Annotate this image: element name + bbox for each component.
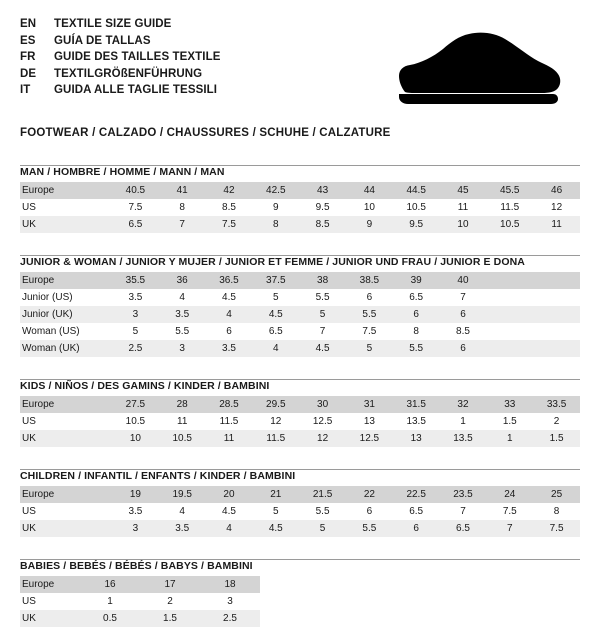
- size-cell: 0.5: [80, 610, 140, 627]
- section-title: JUNIOR & WOMAN / JUNIOR Y MUJER / JUNIOR ET FEMME / JUNIOR UND FRAU / JUNIOR E DONA: [20, 256, 525, 268]
- size-cell: 2.5: [200, 610, 260, 627]
- size-cell: 2: [533, 413, 580, 430]
- language-code: ES: [20, 34, 36, 47]
- language-code: FR: [20, 51, 36, 64]
- table-row: [20, 593, 260, 610]
- table-row: [20, 272, 580, 289]
- row-label: UK: [20, 430, 112, 447]
- size-cell: 5.5: [299, 289, 346, 306]
- size-cell: 6: [346, 503, 393, 520]
- size-cell: 40: [440, 272, 487, 289]
- size-section-babies: [20, 559, 580, 627]
- size-cell: [486, 289, 533, 306]
- size-cell: 45.5: [486, 182, 533, 199]
- size-cell: 6: [440, 340, 487, 357]
- size-cell: 22: [346, 486, 393, 503]
- language-guide-title: GUÍA DE TALLAS: [54, 34, 151, 47]
- row-label: Woman (US): [20, 323, 112, 340]
- size-cell: 7.5: [112, 199, 159, 216]
- table-row: [20, 520, 580, 537]
- size-cell: 8: [159, 199, 206, 216]
- size-cell: 38.5: [346, 272, 393, 289]
- size-cell: 31.5: [393, 396, 440, 413]
- size-cell: 33.5: [533, 396, 580, 413]
- size-cell: 5.5: [299, 503, 346, 520]
- size-cell: 3: [112, 306, 159, 323]
- language-row: [20, 33, 221, 50]
- size-table: [20, 486, 580, 537]
- dress-shoe-silhouette-icon: [377, 30, 562, 113]
- row-label: Europe: [20, 486, 112, 503]
- size-cell: 12: [252, 413, 299, 430]
- size-cell: 28.5: [206, 396, 253, 413]
- size-cell: 22.5: [393, 486, 440, 503]
- size-cell: 13.5: [440, 430, 487, 447]
- table-row: [20, 576, 260, 593]
- size-cell: 1: [440, 413, 487, 430]
- size-section-junior-woman: [20, 255, 580, 357]
- size-cell: 1: [80, 593, 140, 610]
- language-guide-title: GUIDA ALLE TAGLIE TESSILI: [54, 84, 218, 97]
- size-cell: [486, 323, 533, 340]
- size-cell: 4.5: [206, 289, 253, 306]
- size-cell: 11: [533, 216, 580, 233]
- size-cell: 24: [486, 486, 533, 503]
- size-cell: 11: [206, 430, 253, 447]
- row-label: UK: [20, 216, 112, 233]
- size-cell: 1.5: [486, 413, 533, 430]
- size-cell: 30: [299, 396, 346, 413]
- language-code: DE: [20, 67, 37, 80]
- size-cell: 44: [346, 182, 393, 199]
- size-cell: [533, 289, 580, 306]
- size-table: [20, 396, 580, 447]
- table-row: [20, 340, 580, 357]
- row-label: US: [20, 199, 112, 216]
- size-cell: 11.5: [206, 413, 253, 430]
- table-row: [20, 430, 580, 447]
- size-table: [20, 576, 260, 627]
- size-cell: 9.5: [299, 199, 346, 216]
- size-cell: 19: [112, 486, 159, 503]
- table-row: [20, 396, 580, 413]
- size-cell: 4.5: [252, 520, 299, 537]
- size-cell: 7: [299, 323, 346, 340]
- table-row: [20, 306, 580, 323]
- size-cell: 6: [440, 306, 487, 323]
- size-cell: 7: [440, 503, 487, 520]
- size-cell: 6: [346, 289, 393, 306]
- size-cell: 10.5: [159, 430, 206, 447]
- size-cell: 3.5: [112, 289, 159, 306]
- row-label: US: [20, 503, 112, 520]
- size-table: [20, 272, 580, 357]
- size-cell: 3: [159, 340, 206, 357]
- size-cell: 9: [252, 199, 299, 216]
- language-title-list: [20, 16, 221, 99]
- section-title: CHILDREN / INFANTIL / ENFANTS / KINDER / BAMBINI: [20, 470, 296, 482]
- size-cell: 46: [533, 182, 580, 199]
- size-tables: [20, 165, 580, 627]
- row-label: Europe: [20, 396, 112, 413]
- size-table: [20, 182, 580, 233]
- row-label: US: [20, 413, 112, 430]
- size-cell: [486, 306, 533, 323]
- section-title: MAN / HOMBRE / HOMME / MANN / MAN: [20, 166, 225, 178]
- size-cell: 5: [112, 323, 159, 340]
- size-cell: 7.5: [346, 323, 393, 340]
- size-cell: 1.5: [140, 610, 200, 627]
- size-cell: 4.5: [299, 340, 346, 357]
- size-cell: 12.5: [346, 430, 393, 447]
- size-cell: 10: [346, 199, 393, 216]
- size-cell: 7: [486, 520, 533, 537]
- size-cell: 21: [252, 486, 299, 503]
- size-cell: 8: [252, 216, 299, 233]
- size-cell: 3.5: [112, 503, 159, 520]
- size-cell: 20: [206, 486, 253, 503]
- size-cell: 4: [159, 503, 206, 520]
- size-cell: 5.5: [159, 323, 206, 340]
- table-row: [20, 413, 580, 430]
- language-code: IT: [20, 84, 31, 97]
- table-row: [20, 289, 580, 306]
- size-cell: 7.5: [486, 503, 533, 520]
- size-cell: 6.5: [112, 216, 159, 233]
- size-cell: 31: [346, 396, 393, 413]
- size-cell: 4: [206, 306, 253, 323]
- language-guide-title: TEXTILE SIZE GUIDE: [54, 18, 172, 30]
- size-cell: [533, 272, 580, 289]
- size-cell: 6.5: [393, 503, 440, 520]
- table-row: [20, 610, 260, 627]
- size-cell: 36: [159, 272, 206, 289]
- row-label: Europe: [20, 272, 112, 289]
- size-cell: [486, 340, 533, 357]
- size-cell: 12.5: [299, 413, 346, 430]
- size-cell: 13: [346, 413, 393, 430]
- size-cell: 45: [440, 182, 487, 199]
- size-cell: 11: [159, 413, 206, 430]
- language-row: [20, 66, 221, 83]
- size-cell: 25: [533, 486, 580, 503]
- row-label: UK: [20, 520, 112, 537]
- size-cell: 5.5: [393, 340, 440, 357]
- category-title: FOOTWEAR / CALZADO / CHAUSSURES / SCHUHE / CALZATURE: [20, 127, 391, 139]
- size-cell: 8: [533, 503, 580, 520]
- size-cell: 5: [299, 520, 346, 537]
- size-cell: 1.5: [533, 430, 580, 447]
- size-cell: 27.5: [112, 396, 159, 413]
- size-cell: 8.5: [440, 323, 487, 340]
- size-cell: 4: [206, 520, 253, 537]
- size-cell: 42.5: [252, 182, 299, 199]
- section-title: BABIES / BEBÉS / BÉBÉS / BABYS / BAMBINI: [20, 560, 253, 572]
- size-cell: 11.5: [486, 199, 533, 216]
- section-title: KIDS / NIÑOS / DES GAMINS / KINDER / BAMBINI: [20, 380, 270, 392]
- size-cell: 10.5: [112, 413, 159, 430]
- size-cell: 36.5: [206, 272, 253, 289]
- row-label: US: [20, 593, 80, 610]
- row-label: Junior (US): [20, 289, 112, 306]
- size-cell: 19.5: [159, 486, 206, 503]
- row-label: Junior (UK): [20, 306, 112, 323]
- size-cell: 18: [200, 576, 260, 593]
- size-cell: 5: [252, 289, 299, 306]
- language-guide-title: TEXTILGRÖßENFÜHRUNG: [54, 67, 203, 80]
- size-cell: 6.5: [440, 520, 487, 537]
- size-cell: 13.5: [393, 413, 440, 430]
- size-cell: 32: [440, 396, 487, 413]
- language-code: EN: [20, 18, 37, 30]
- size-cell: 4: [252, 340, 299, 357]
- size-cell: 3.5: [159, 520, 206, 537]
- size-cell: 3: [112, 520, 159, 537]
- size-cell: 3.5: [206, 340, 253, 357]
- size-cell: 10: [440, 216, 487, 233]
- size-section-man: [20, 165, 580, 233]
- size-cell: 5: [299, 306, 346, 323]
- size-cell: 11: [440, 199, 487, 216]
- size-cell: 3: [200, 593, 260, 610]
- size-cell: 6.5: [393, 289, 440, 306]
- size-cell: 29.5: [252, 396, 299, 413]
- table-row: [20, 503, 580, 520]
- size-cell: 7.5: [206, 216, 253, 233]
- size-cell: 12: [533, 199, 580, 216]
- size-cell: 10: [112, 430, 159, 447]
- document-header: [20, 16, 580, 113]
- size-cell: 12: [299, 430, 346, 447]
- size-cell: 41: [159, 182, 206, 199]
- size-cell: 6.5: [252, 323, 299, 340]
- size-cell: 9.5: [393, 216, 440, 233]
- size-cell: 10.5: [393, 199, 440, 216]
- size-cell: [533, 306, 580, 323]
- row-label: UK: [20, 610, 80, 627]
- size-cell: 5.5: [346, 520, 393, 537]
- language-row: [20, 49, 221, 66]
- row-label: Woman (UK): [20, 340, 112, 357]
- size-cell: 8.5: [206, 199, 253, 216]
- size-cell: 44.5: [393, 182, 440, 199]
- size-cell: 6: [206, 323, 253, 340]
- table-row: [20, 199, 580, 216]
- size-cell: 40.5: [112, 182, 159, 199]
- size-cell: 13: [393, 430, 440, 447]
- size-cell: 23.5: [440, 486, 487, 503]
- size-cell: 43: [299, 182, 346, 199]
- size-cell: 35.5: [112, 272, 159, 289]
- size-section-children: [20, 469, 580, 537]
- size-cell: 11.5: [252, 430, 299, 447]
- size-cell: [533, 323, 580, 340]
- size-section-kids: [20, 379, 580, 447]
- size-cell: 2.5: [112, 340, 159, 357]
- size-cell: 37.5: [252, 272, 299, 289]
- size-cell: 6: [393, 520, 440, 537]
- size-cell: 16: [80, 576, 140, 593]
- row-label: Europe: [20, 182, 112, 199]
- size-cell: 17: [140, 576, 200, 593]
- size-cell: 39: [393, 272, 440, 289]
- size-cell: 8: [393, 323, 440, 340]
- size-cell: 10.5: [486, 216, 533, 233]
- size-cell: 21.5: [299, 486, 346, 503]
- size-cell: 9: [346, 216, 393, 233]
- size-cell: 7: [440, 289, 487, 306]
- size-cell: 6: [393, 306, 440, 323]
- size-cell: 5: [346, 340, 393, 357]
- size-cell: 8.5: [299, 216, 346, 233]
- size-cell: 38: [299, 272, 346, 289]
- size-cell: 33: [486, 396, 533, 413]
- size-cell: 5.5: [346, 306, 393, 323]
- table-row: [20, 216, 580, 233]
- row-label: Europe: [20, 576, 80, 593]
- language-row: [20, 82, 221, 99]
- size-cell: [533, 340, 580, 357]
- size-cell: 3.5: [159, 306, 206, 323]
- language-guide-title: GUIDE DES TAILLES TEXTILE: [54, 51, 221, 64]
- table-row: [20, 182, 580, 199]
- size-cell: 4: [159, 289, 206, 306]
- size-cell: [486, 272, 533, 289]
- size-cell: 42: [206, 182, 253, 199]
- size-cell: 28: [159, 396, 206, 413]
- table-row: [20, 486, 580, 503]
- size-cell: 4.5: [206, 503, 253, 520]
- size-cell: 7.5: [533, 520, 580, 537]
- size-cell: 1: [486, 430, 533, 447]
- size-cell: 4.5: [252, 306, 299, 323]
- size-cell: 2: [140, 593, 200, 610]
- language-row: [20, 16, 221, 33]
- size-cell: 5: [252, 503, 299, 520]
- table-row: [20, 323, 580, 340]
- size-cell: 7: [159, 216, 206, 233]
